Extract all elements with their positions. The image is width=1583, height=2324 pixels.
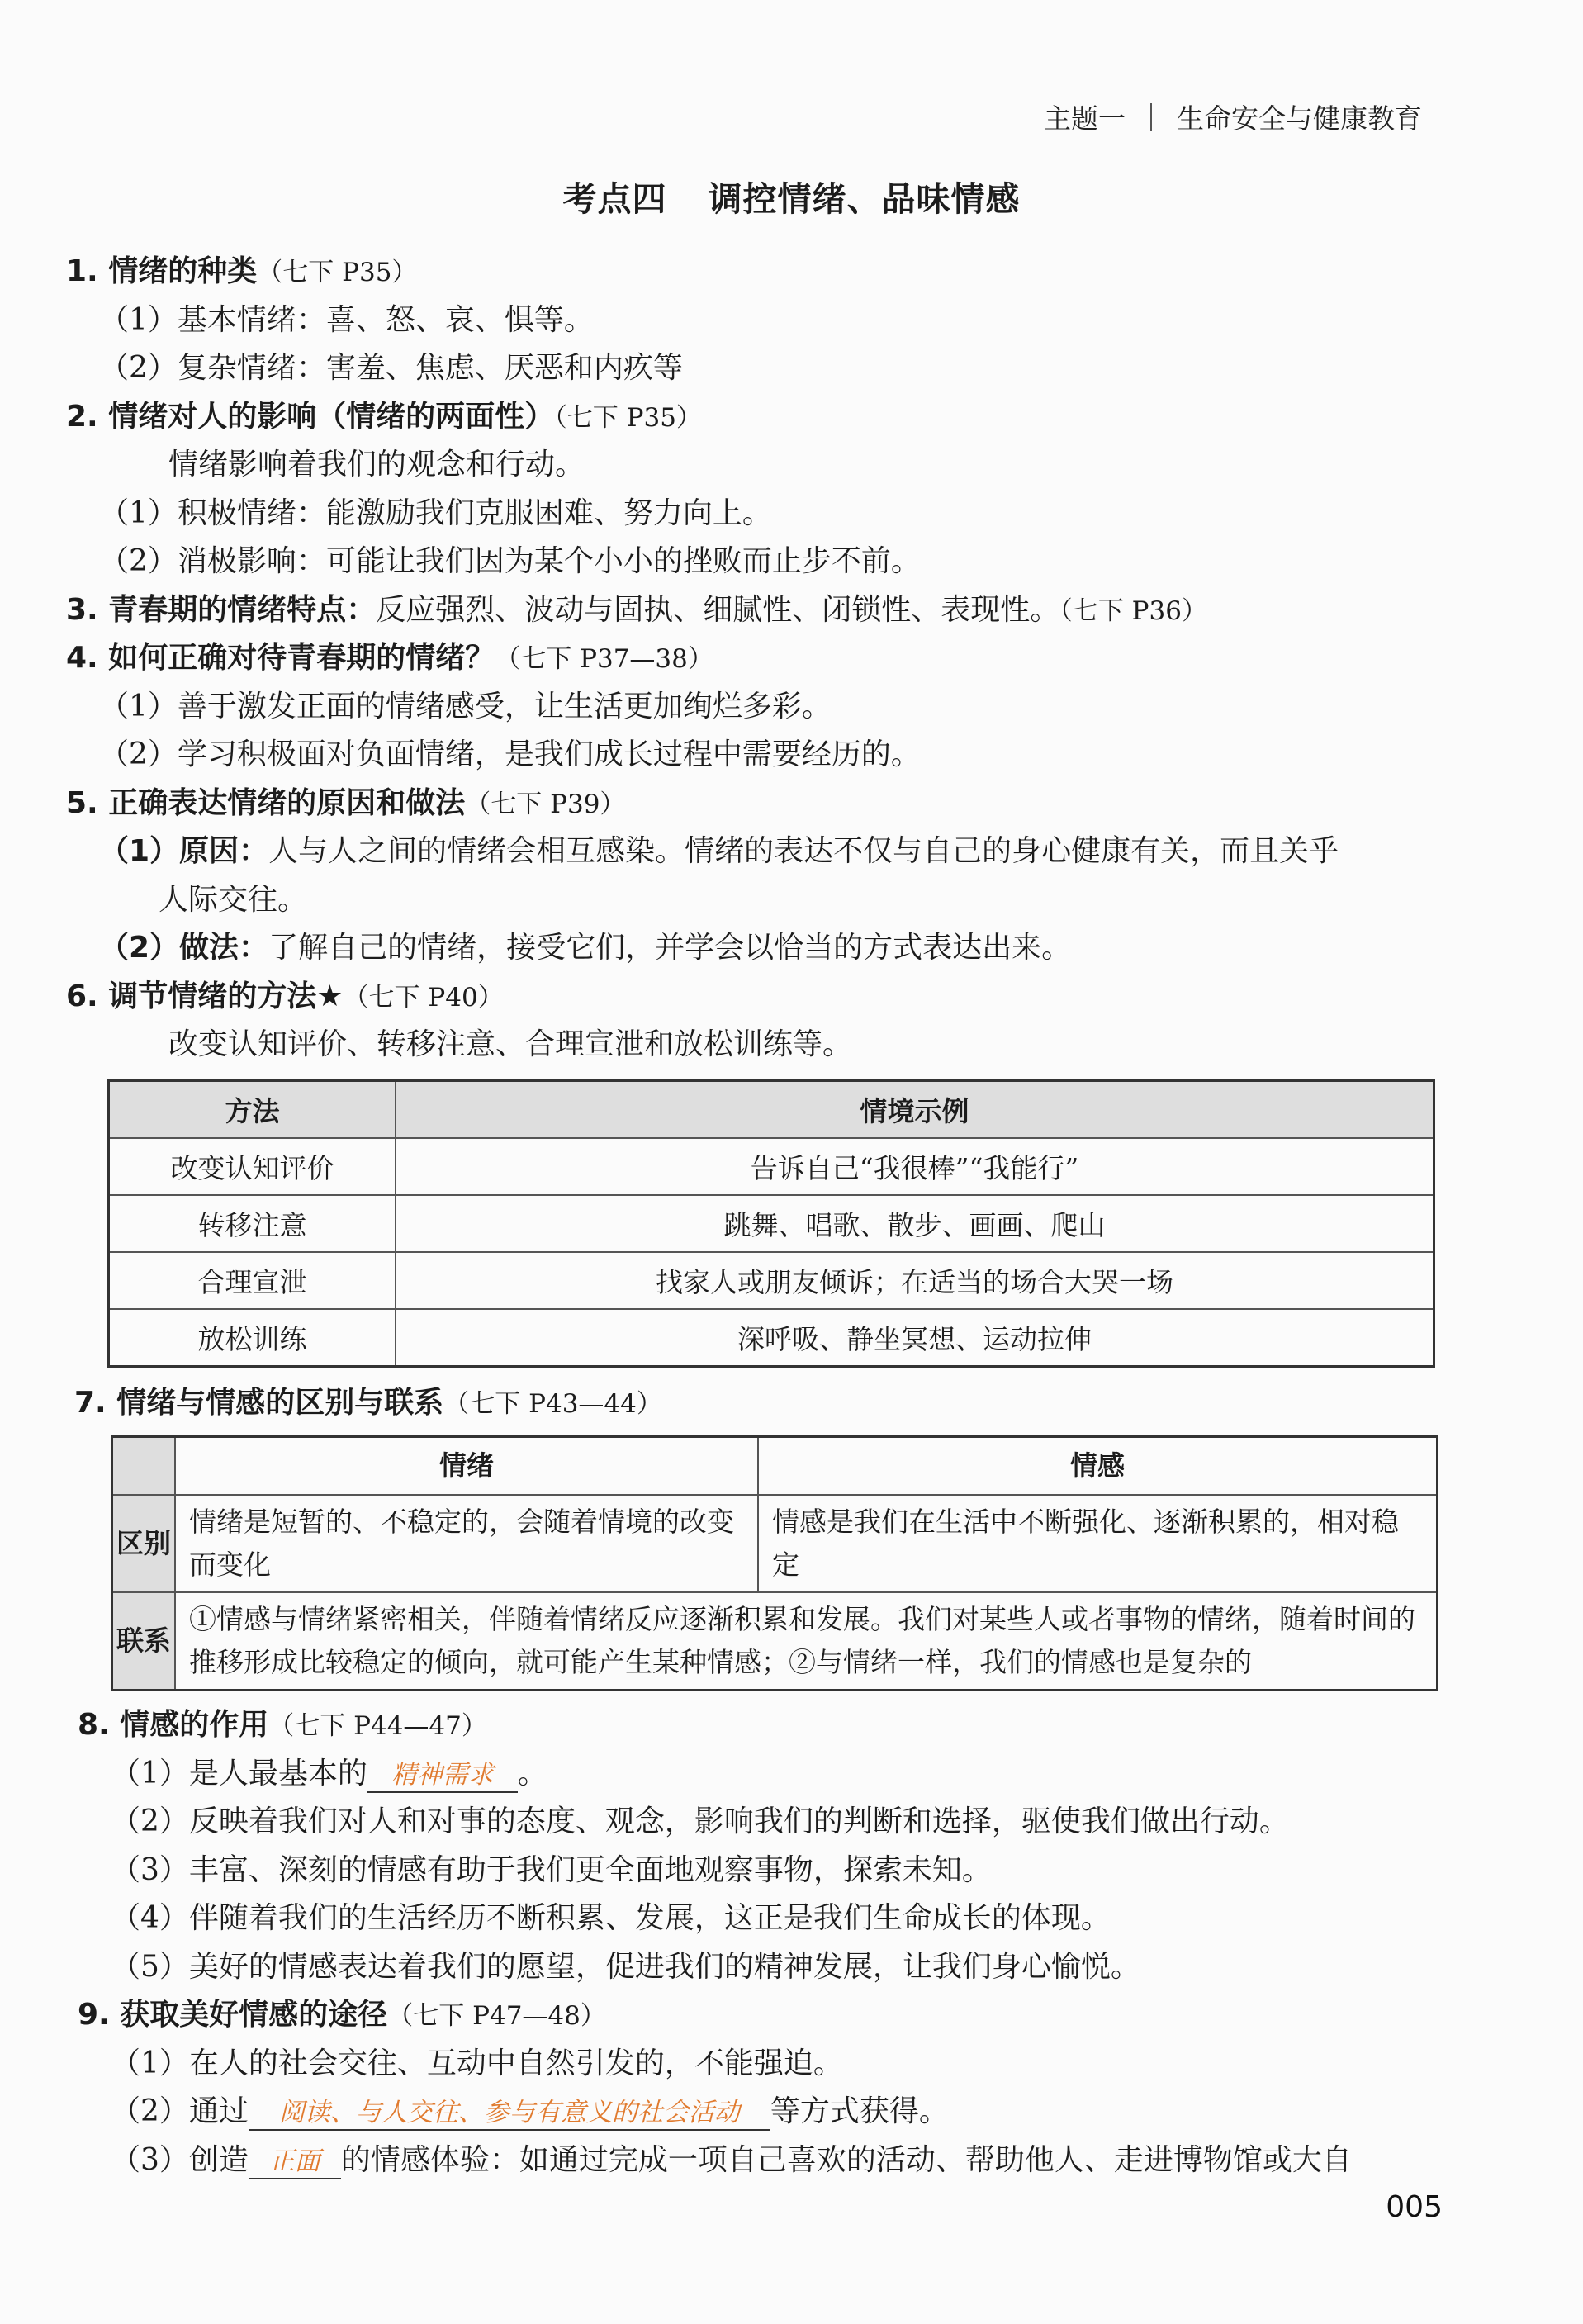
section-7-heading: 7. 情绪与情感的区别与联系（七下 P43—44） (74, 1385, 662, 1420)
page-title (0, 172, 1583, 221)
page-header (1044, 97, 1422, 136)
page-number: 005 (1386, 2190, 1443, 2224)
main-content (66, 248, 1445, 2184)
table-row (112, 1592, 1438, 1691)
table-header-cell: 情境示例 (396, 1080, 1434, 1138)
list-item: （4）伴随着我们的生活经历不断积累、发展，这正是我们生命成长的体现。 (111, 1901, 1111, 1935)
header-divider (1150, 103, 1152, 131)
section-1-heading: 1. 情绪的种类（七下 P35） (66, 254, 418, 288)
table-cell: 放松训练 (109, 1309, 396, 1367)
list-item: （5）美好的情感表达着我们的愿望，促进我们的精神发展，让我们身心愉悦。 (111, 1949, 1140, 1984)
answer-blank: 精神需求 (367, 1758, 518, 1793)
table-row (112, 1495, 1438, 1592)
table-cell: 情感是我们在生活中不断强化、逐渐积累的，相对稳定 (758, 1495, 1438, 1592)
table-header-row (109, 1080, 1434, 1138)
emotion-feeling-table (111, 1435, 1438, 1691)
header-section: 生命安全与健康教育 (1177, 102, 1422, 135)
methods-table (107, 1079, 1435, 1368)
answer-blank: 正面 (249, 2145, 341, 2179)
section-intro: 情绪影响着我们的观念和行动。 (168, 448, 585, 481)
list-item: （1）积极情绪：能激励我们克服困难、努力向上。 (99, 496, 772, 530)
table-cell: 跳舞、唱歌、散步、画画、爬山 (396, 1195, 1434, 1252)
section-5-heading: 5. 正确表达情绪的原因和做法（七下 P39） (66, 785, 626, 820)
list-item: （1）在人的社会交往、互动中自然引发的，不能强迫。 (111, 2046, 843, 2080)
table-row (109, 1138, 1434, 1195)
list-item: （1）善于激发正面的情绪感受，让生活更加绚烂多彩。 (99, 689, 832, 723)
title-part1: 考点四 (562, 179, 667, 219)
list-item: （1）是人最基本的 精神需求 。 (66, 1750, 1445, 1799)
list-item: （1）基本情绪：喜、怒、哀、惧等。 (99, 302, 594, 337)
table-cell: 转移注意 (109, 1195, 396, 1252)
list-item: （2）通过 阅读、与人交往、参与有意义的社会活动 等方式获得。 (66, 2088, 1445, 2137)
list-item: （2）复杂情绪：害羞、焦虑、厌恶和内疚等 (99, 351, 683, 385)
table-row (109, 1252, 1434, 1309)
table-header-cell: 情感 (758, 1437, 1438, 1496)
list-item: （2）消极影响：可能让我们因为某个小小的挫败而止步不前。 (99, 544, 921, 578)
table-row-label: 区别 (112, 1495, 176, 1592)
table-cell: 深呼吸、静坐冥想、运动拉伸 (396, 1309, 1434, 1367)
table-cell: 情绪是短暂的、不稳定的，会随着情境的改变而变化 (175, 1495, 758, 1592)
table-header-cell: 方法 (109, 1080, 396, 1138)
table-header-row (112, 1437, 1438, 1496)
table-row-label: 联系 (112, 1592, 176, 1691)
list-item: （1）原因：人与人之间的情绪会相互感染。情绪的表达不仅与自己的身心健康有关，而且关乎 (99, 834, 1339, 868)
table-cell: ①情感与情绪紧密相关，伴随着情绪反应逐渐积累和发展。我们对某些人或者事物的情绪，随着时间的推移形成比较稳定的倾向，就可能产生某种情感；②与情绪一样，我们的情感也是复杂的 (175, 1592, 1438, 1691)
table-cell: 找家人或朋友倾诉；在适当的场合大哭一场 (396, 1252, 1434, 1309)
table-row (109, 1309, 1434, 1367)
section-6-heading: 6. 调节情绪的方法★（七下 P40） (66, 979, 504, 1013)
section-2-heading: 2. 情绪对人的影响（情绪的两面性）（七下 P35） (66, 399, 702, 434)
section-9-heading: 9. 获取美好情感的途径（七下 P47—48） (78, 1998, 606, 2032)
list-item: （2）做法：了解自己的情绪，接受它们，并学会以恰当的方式表达出来。 (99, 931, 1072, 965)
section-intro: 改变认知评价、转移注意、合理宣泄和放松训练等。 (168, 1027, 853, 1061)
list-item-continuation: 人际交往。 (159, 882, 308, 917)
table-corner-cell (112, 1437, 176, 1496)
table-header-cell: 情绪 (175, 1437, 758, 1496)
table-cell: 告诉自己“我很棒”“我能行” (396, 1138, 1434, 1195)
header-theme: 主题一 (1044, 102, 1126, 135)
answer-blank: 阅读、与人交往、参与有意义的社会活动 (249, 2096, 770, 2131)
section-4-heading: 4. 如何正确对待青春期的情绪？（七下 P37—38） (66, 641, 713, 675)
title-part2: 调控情绪、品味情感 (708, 179, 1021, 219)
table-cell: 改变认知评价 (109, 1138, 396, 1195)
table-cell: 合理宣泄 (109, 1252, 396, 1309)
list-item: （3）丰富、深刻的情感有助于我们更全面地观察事物，探索未知。 (111, 1852, 992, 1887)
list-item: （3）创造 正面 的情感体验：如通过完成一项自己喜欢的活动、帮助他人、走进博物馆或大自 (66, 2137, 1445, 2185)
section-8-heading: 8. 情感的作用（七下 P44—47） (78, 1708, 487, 1742)
table-row (109, 1195, 1434, 1252)
section-3-heading: 3. 青春期的情绪特点：反应强烈、波动与固执、细腻性、闭锁性、表现性。（七下 P36） (66, 592, 1207, 627)
list-item: （2）反映着我们对人和对事的态度、观念，影响我们的判断和选择，驱使我们做出行动。 (111, 1805, 1289, 1838)
list-item: （2）学习积极面对负面情绪，是我们成长过程中需要经历的。 (99, 738, 921, 771)
